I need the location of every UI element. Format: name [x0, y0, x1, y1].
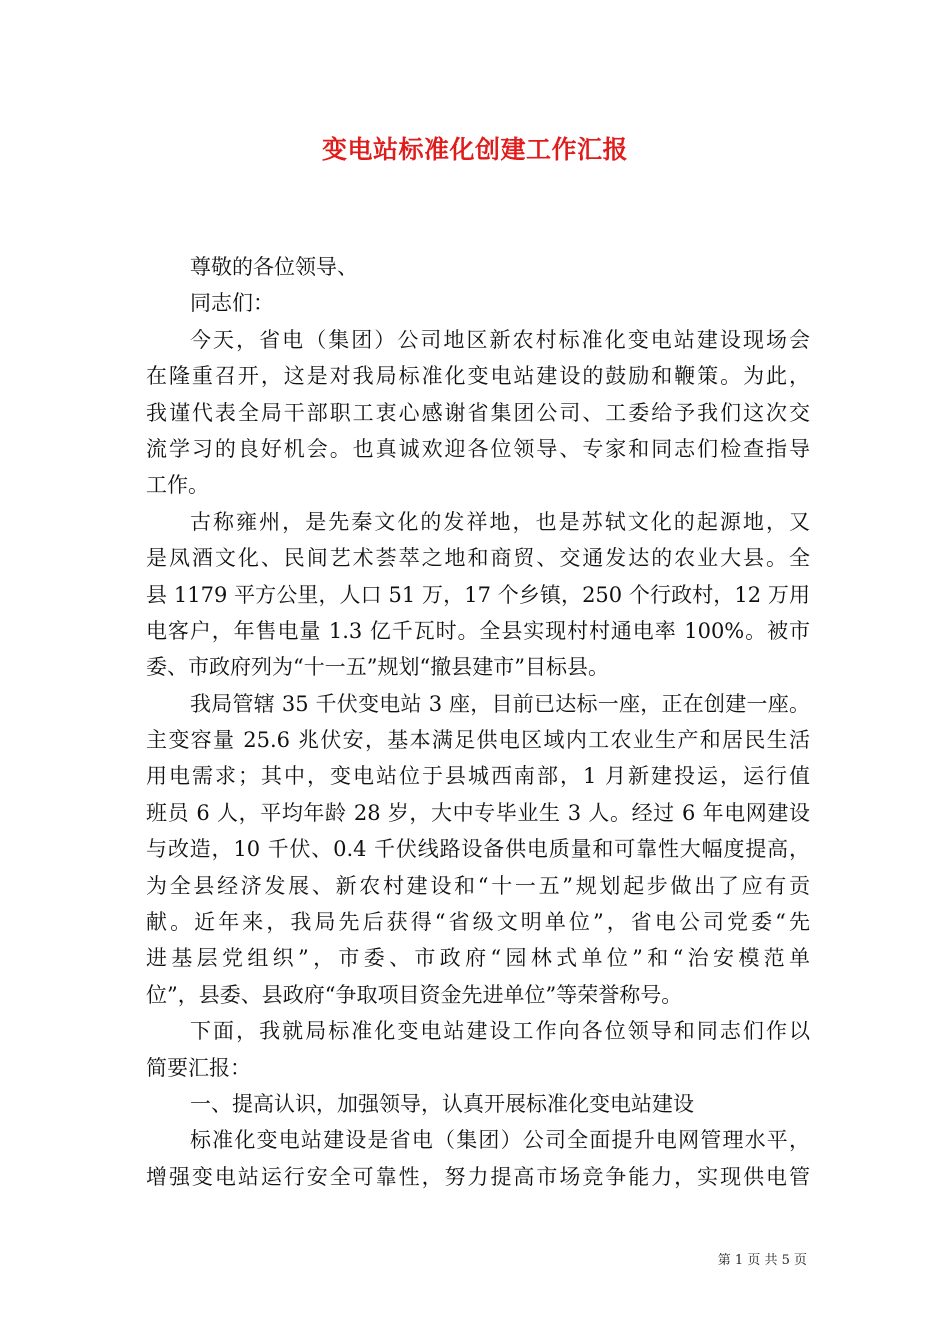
text-line: 是凤酒文化、民间艺术荟萃之地和商贸、交通发达的农业大县。全	[146, 546, 810, 571]
text-line: 在隆重召开，这是对我局标准化变电站建设的鼓励和鞭策。为此，	[146, 364, 810, 389]
text-line: 下面，我就局标准化变电站建设工作向各位领导和同志们作以	[190, 1019, 810, 1044]
text-line: 献。近年来，我局先后获得“省级文明单位”，省电公司党委“先	[146, 910, 810, 935]
document-body	[146, 249, 810, 1195]
text-line: 简要汇报：	[146, 1055, 251, 1080]
text-line: 今天，省电（集团）公司地区新农村标准化变电站建设现场会	[190, 327, 810, 352]
text-line: 同志们：	[190, 291, 274, 316]
text-line: 我局管辖 35 千伏变电站 3 座，目前已达标一座，正在创建一座。	[190, 691, 810, 716]
text-line: 县 1179 平方公里，人口 51 万，17 个乡镇，250 个行政村，12 万用	[146, 582, 810, 607]
text-line: 位”，县委、县政府“争取项目资金先进单位”等荣誉称号。	[146, 982, 683, 1007]
text-line: 增强变电站运行安全可靠性，努力提高市场竞争能力，实现供电管	[146, 1164, 810, 1189]
page-number: 第 1 页 共 5 页	[717, 1253, 807, 1268]
text-line: 一、提高认识，加强领导，认真开展标准化变电站建设	[190, 1091, 694, 1116]
text-line: 流学习的良好机会。也真诚欢迎各位领导、专家和同志们检查指导	[146, 436, 810, 461]
text-line: 标准化变电站建设是省电（集团）公司全面提升电网管理水平，	[190, 1128, 810, 1153]
text-line: 工作。	[146, 473, 209, 498]
text-line: 主变容量 25.6 兆伏安，基本满足供电区域内工农业生产和居民生活	[146, 728, 810, 753]
text-line: 古称雍州，是先秦文化的发祥地，也是苏轼文化的起源地，又	[190, 509, 810, 534]
text-line: 班员 6 人，平均年龄 28 岁，大中专毕业生 3 人。经过 6 年电网建设	[146, 800, 810, 825]
text-line: 电客户，年售电量 1.3 亿千瓦时。全县实现村村通电率 100%。被市	[146, 618, 810, 643]
text-line: 与改造，10 千伏、0.4 千伏线路设备供电质量和可靠性大幅度提高，	[146, 837, 810, 862]
text-line: 尊敬的各位领导、	[190, 255, 358, 279]
text-line: 我谨代表全局干部职工衷心感谢省集团公司、工委给予我们这次交	[146, 400, 810, 425]
document-title: 变电站标准化创建工作汇报	[321, 135, 628, 164]
text-line: 用电需求；其中，变电站位于县城西南部，1 月新建投运，运行值	[146, 764, 810, 789]
text-line: 为全县经济发展、新农村建设和“十一五”规划起步做出了应有贡	[146, 873, 810, 898]
text-line: 委、市政府列为“十一五”规划“撤县建市”目标县。	[146, 655, 609, 680]
text-line: 进基层党组织”，市委、市政府“园林式单位”和“治安模范单	[146, 946, 810, 971]
